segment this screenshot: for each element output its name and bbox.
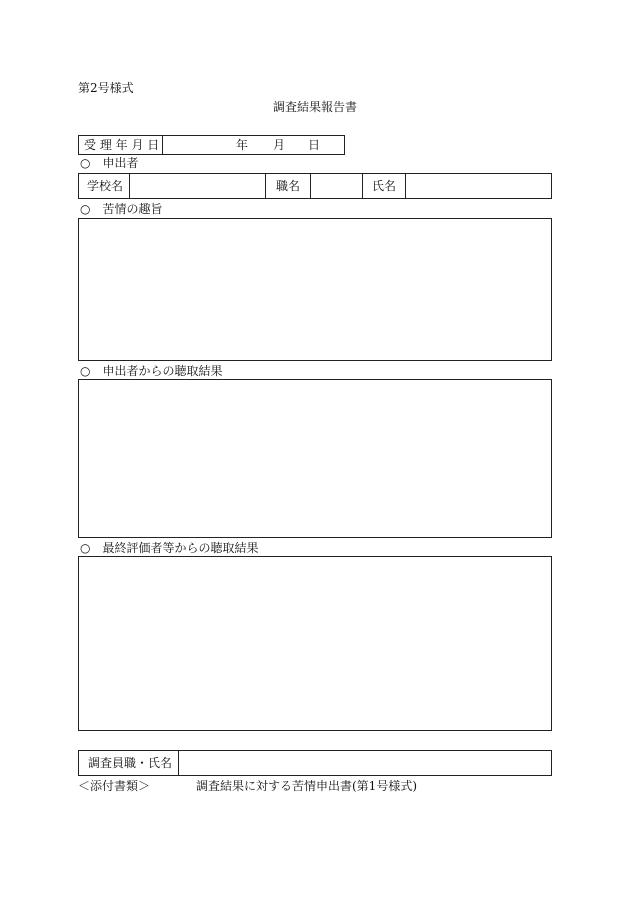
hearing-evaluator-section-heading: ○ 最終評価者等からの聴取結果 [80, 541, 259, 555]
position-label: 職名 [276, 179, 301, 193]
received-month-unit: 月 [273, 138, 286, 152]
received-date-label: 受 理 年 月 日 [84, 138, 160, 152]
position-label-cell [265, 174, 310, 198]
investigator-row [78, 750, 552, 776]
received-year-unit: 年 [236, 138, 249, 152]
name-label: 氏名 [372, 179, 397, 193]
hearing-applicant-box[interactable] [78, 379, 552, 538]
applicant-section-heading: ○ 申出者 [80, 156, 139, 170]
applicant-row [78, 173, 552, 199]
name-label-cell [362, 174, 405, 198]
form-number: 第2号様式 [78, 81, 134, 95]
school-field[interactable] [129, 174, 265, 198]
name-field[interactable] [405, 174, 552, 198]
page-title: 調査結果報告書 [272, 100, 357, 114]
complaint-box[interactable] [78, 218, 552, 361]
position-field[interactable] [310, 174, 362, 198]
received-date-row [78, 135, 345, 155]
investigator-field[interactable] [178, 751, 552, 775]
complaint-section-heading: ○ 苦情の趣旨 [80, 202, 163, 216]
received-date-field[interactable] [162, 136, 345, 154]
hearing-evaluator-box[interactable] [78, 556, 552, 731]
investigator-label: 調査員職・氏名 [88, 756, 173, 770]
attachments-value: 調査結果に対する苦情申出書(第1号様式) [196, 779, 417, 793]
school-label: 学校名 [87, 179, 124, 193]
hearing-applicant-section-heading: ○ 申出者からの聴取結果 [80, 364, 223, 378]
attachments-label: ＜添付書類＞ [78, 779, 151, 793]
received-day-unit: 日 [308, 138, 321, 152]
